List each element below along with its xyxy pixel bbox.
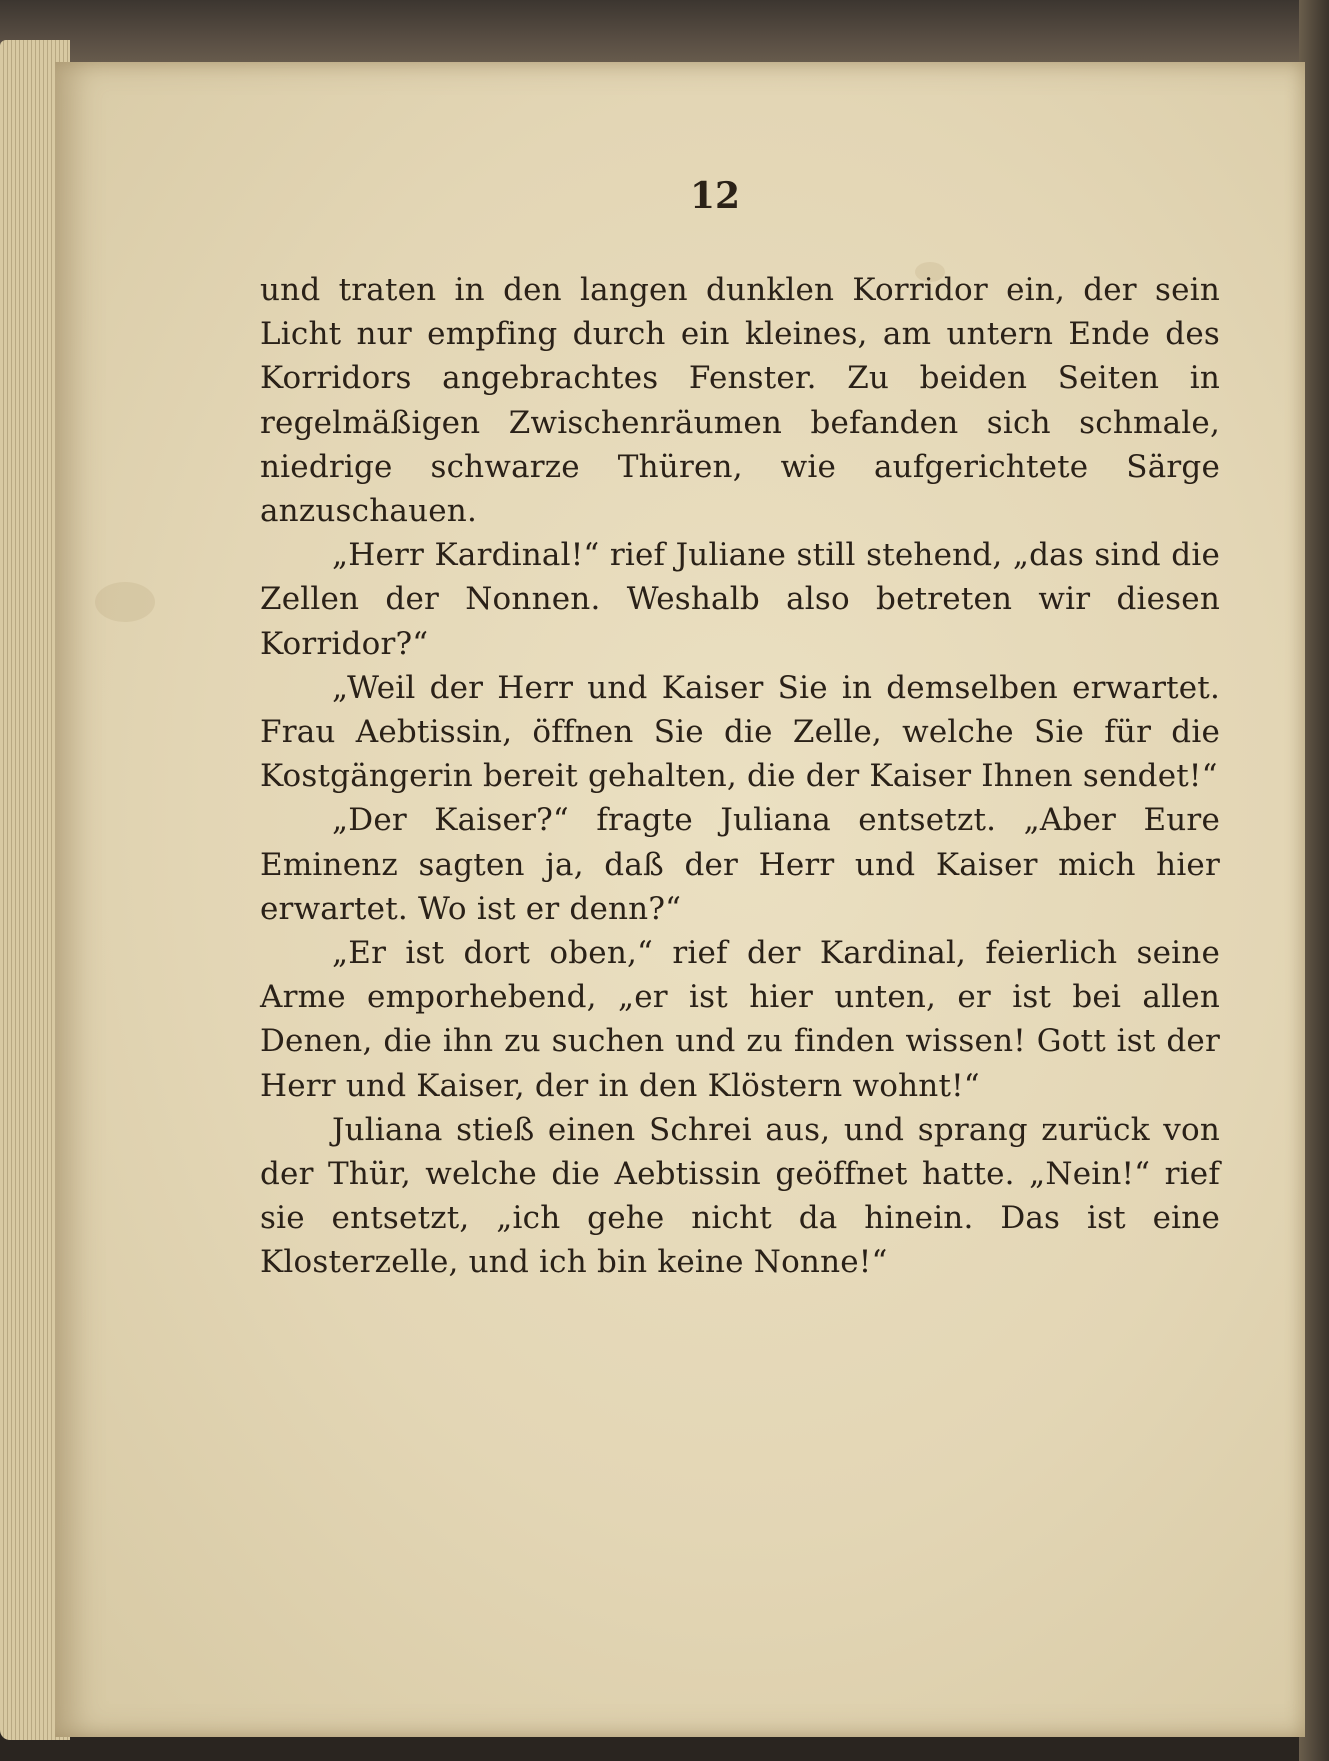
page-number: 12 [689, 175, 741, 217]
body-text [260, 268, 1220, 1285]
paragraph-2: „Herr Kardinal!“ rief Juliane still stehend, „das sind die Zellen der Nonnen. Weshalb also betreten wir diesen Korridor?“ [260, 537, 1220, 662]
paragraph-3: „Weil der Herr und Kaiser Sie in demselben erwartet. Frau Aebtissin, öffnen Sie die Zelle, welche Sie für die Kostgängerin bereit gehalten, die der Kaiser Ihnen sendet!“ [260, 669, 1220, 795]
paper-stain [95, 582, 155, 622]
book-cover-top [0, 0, 1329, 70]
paragraph-5: „Er ist dort oben,“ rief der Kardinal, feierlich seine Arme emporhebend, „er ist hier unten, er ist bei allen Denen, die ihn zu suchen und zu finden wissen! Gott ist der Herr und Kaiser, der in den Klöstern wohnt!“ [260, 935, 1220, 1104]
paragraph-1: und traten in den langen dunklen Korridor ein, der sein Licht nur empfing durch ein kleines, am untern Ende des Korridors angebrachtes Fenster. Zu beiden Seiten in regelmäßigen Zwischenräumen befanden sich schmale, niedrige schwarze Thüren, wie aufgerichtete Särge anzuschauen. [260, 272, 1220, 530]
paragraph-6: Juliana stieß einen Schrei aus, und sprang zurück von der Thür, welche die Aebtissin geöffnet hatte. „Nein!“ rief sie entsetzt, „ich gehe nicht da hinein. Das ist eine Klosterzelle, und ich bin keine Nonne!“ [260, 1111, 1220, 1281]
paragraph-4: „Der Kaiser?“ fragte Juliana entsetzt. „Aber Eure Eminenz sagten ja, daß der Herr und Kaiser mich hier erwartet. Wo ist er denn?“ [260, 802, 1220, 927]
